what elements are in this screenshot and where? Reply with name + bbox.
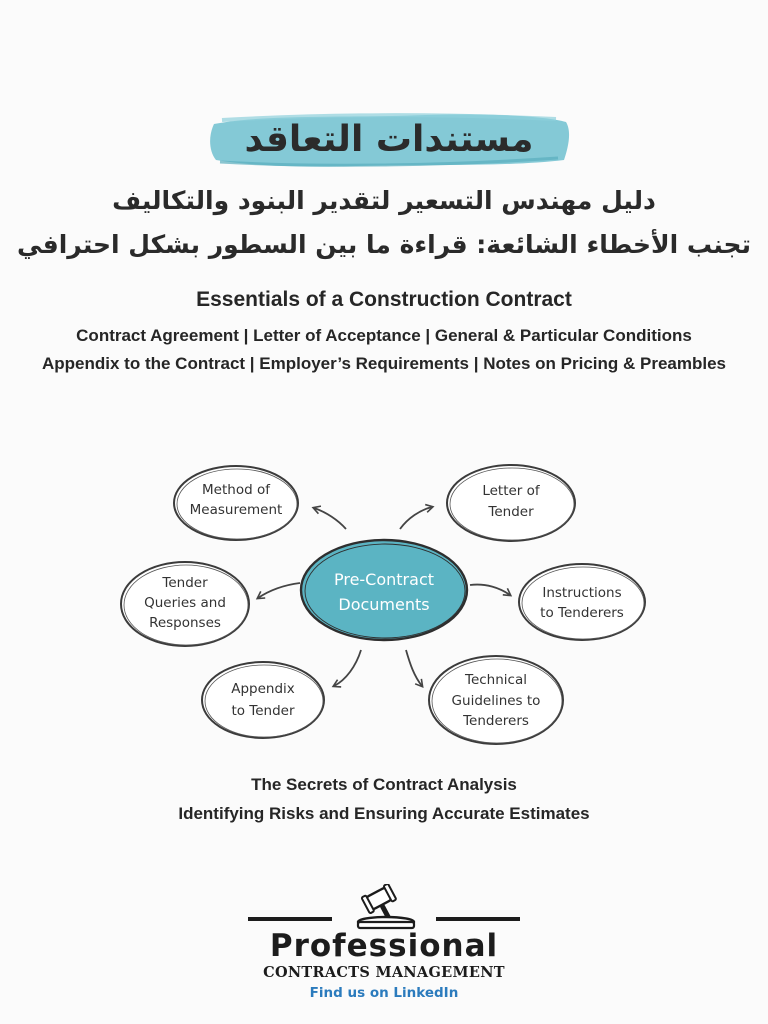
arrow-to-method (314, 508, 346, 529)
node-label: Queries and (144, 595, 226, 611)
node-appendix-to-tender (202, 662, 324, 738)
node-letter-of-tender (447, 465, 575, 541)
node-label: Responses (149, 615, 221, 631)
node-label: Appendix (231, 681, 295, 697)
essentials-line-2: Appendix to the Contract | Employer’s Requirements | Notes on Pricing & Preambles (42, 354, 726, 373)
center-label: Documents (338, 595, 430, 614)
node-label: Instructions (542, 585, 622, 601)
arrow-to-instructions (470, 585, 510, 595)
node-tender-queries (121, 562, 249, 646)
secrets-line-2: Identifying Risks and Ensuring Accurate Estimates (178, 804, 590, 823)
pre-contract-mindmap (0, 440, 768, 760)
arrow-to-queries (258, 583, 300, 598)
node-method-of-measurement (174, 466, 298, 540)
node-instructions-to-tenderers (519, 564, 645, 640)
secrets-line-1: The Secrets of Contract Analysis (251, 775, 517, 794)
arrow-to-appendix (334, 650, 361, 686)
gavel-icon (344, 884, 424, 934)
linkedin-link[interactable]: Find us on LinkedIn (309, 985, 459, 1001)
node-label: Tender (488, 504, 534, 520)
subtitle-arabic-2: تجنب الأخطاء الشائعة: قراءة ما بين السطور بشكل احترافي (17, 230, 751, 259)
center-label: Pre-Contract (333, 570, 435, 589)
node-label: Measurement (189, 502, 283, 518)
node-label: Letter of (482, 483, 540, 499)
subtitle-arabic-1: دليل مهندس التسعير لتقدير البنود والتكاليف (112, 186, 656, 215)
essentials-heading: Essentials of a Construction Contract (196, 288, 572, 311)
node-label: Tenderers (463, 713, 529, 729)
node-label: Guidelines to (451, 693, 541, 709)
node-label: to Tender (231, 703, 295, 719)
node-label: to Tenderers (540, 605, 624, 621)
brand-name: Professional (269, 928, 499, 964)
node-label: Technical (465, 672, 527, 688)
node-label: Tender (162, 575, 208, 591)
arrow-to-technical (406, 650, 422, 686)
node-technical-guidelines (429, 656, 563, 744)
brand-logo (236, 884, 532, 1014)
page-title-arabic: مستندات التعاقد (244, 119, 534, 160)
essentials-line-1: Contract Agreement | Letter of Acceptance | General & Particular Conditions (76, 326, 692, 345)
center-node (301, 540, 467, 640)
title-banner (206, 110, 572, 170)
arrow-to-letter (400, 507, 432, 529)
brand-subtitle: CONTRACTS MANAGEMENT (263, 964, 505, 981)
node-label: Method of (202, 482, 270, 498)
